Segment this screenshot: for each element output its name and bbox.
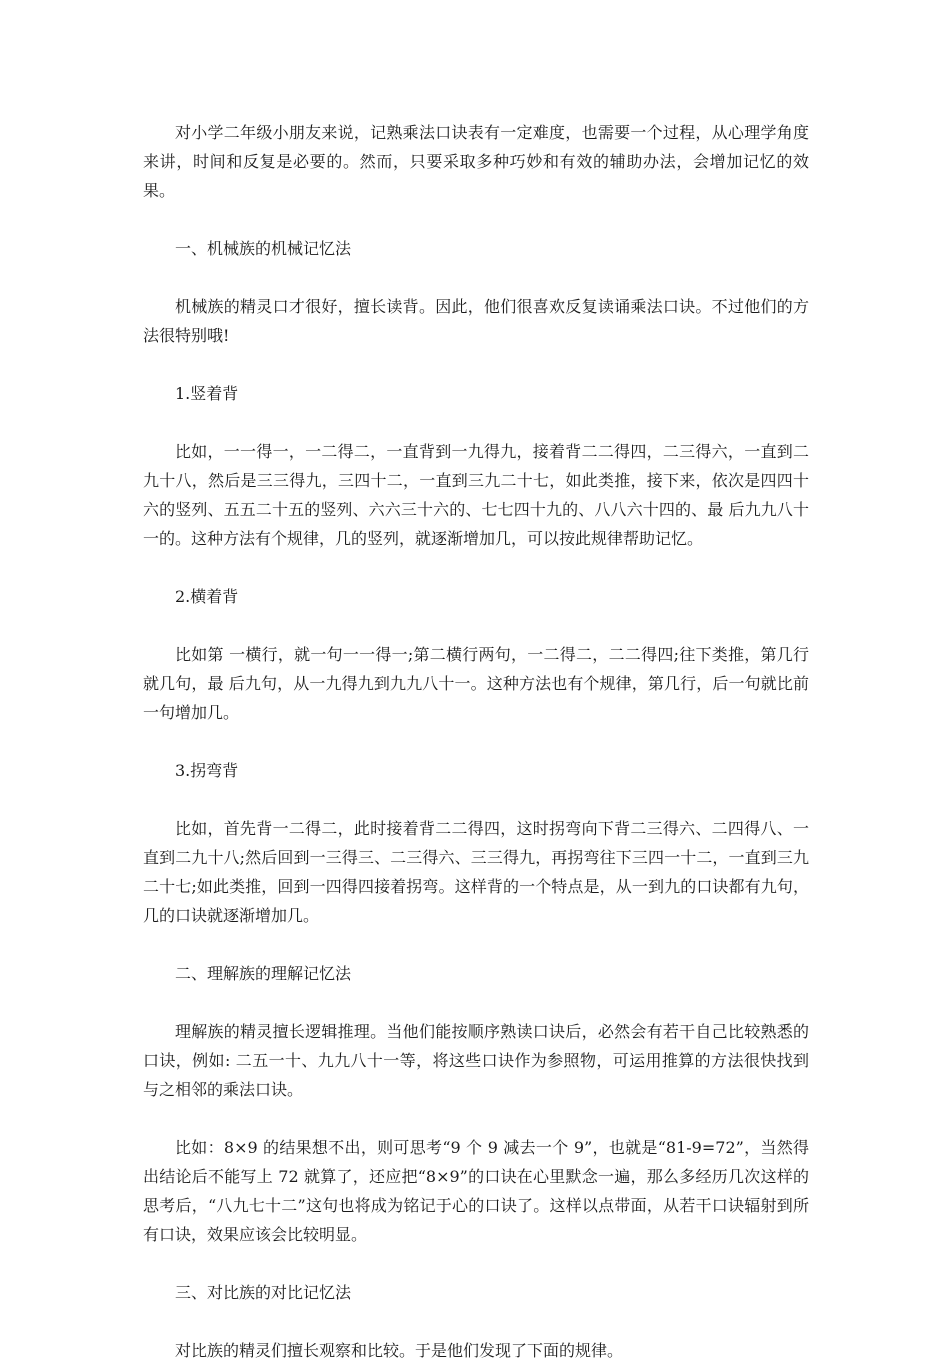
method-heading-turning: 3.拐弯背: [175, 761, 239, 780]
section-heading-understanding: 二、理解族的理解记忆法: [175, 964, 352, 983]
method-turning-text: 比如，首先背一二得二，此时接着背二二得四，这时拐弯向下背二三得六、二四得八、一直到二九十八;然后回到一三得三、二三得六、三三得九，再拐弯往下三四一十二，一直到三九二十七;如此类推，回到一四得四接着拐弯。这样背的一个特点是，从一到九的口诀都有九句，几的口诀就逐渐增加几。: [143, 819, 809, 925]
section-comparison-para1: 对比族的精灵们擅长观察和比较。于是他们发现了下面的规律。: [175, 1341, 624, 1360]
method-horizontal-text: 比如第 一横行，就一句一一得一;第二横行两句，一二得二，二二得四;往下类推，第几行就几句，最 后九句，从一九得九到九九八十一。这种方法也有个规律，第几行，后一句就比前一句增加几。: [143, 645, 809, 722]
method-heading-vertical: 1.竖着背: [175, 384, 239, 403]
section-understanding-para2: 比如：8×9 的结果想不出，则可思考“9 个 9 减去一个 9”，也就是“81-9=72”，当然得出结论后不能写上 72 就算了，还应把“8×9”的口诀在心里默念一遍，那么多经历几次这样的思考后，“八九七十二”这句也将成为铭记于心的口诀了。这样以点带面，从若干口诀辐射到所有口诀，效果应该会比较明显。: [143, 1138, 809, 1244]
section-heading-mechanical: 一、机械族的机械记忆法: [175, 239, 352, 258]
section-understanding-para1: 理解族的精灵擅长逻辑推理。当他们能按顺序熟读口诀后，必然会有若干自己比较熟悉的口诀，例如: 二五一十、九九八十一等，将这些口诀作为参照物，可运用推算的方法很快找到与之相邻的乘法口诀。: [143, 1022, 809, 1099]
document-page: [143, 118, 809, 1365]
section-mechanical-intro: 机械族的精灵口才很好，擅长读背。因此，他们很喜欢反复读诵乘法口诀。不过他们的方法很特别哦!: [143, 297, 809, 345]
method-heading-horizontal: 2.横着背: [175, 587, 239, 606]
method-vertical-text: 比如，一一得一，一二得二，一直背到一九得九，接着背二二得四，二三得六，一直到二九十八，然后是三三得九，三四十二，一直到三九二十七，如此类推，接下来，依次是四四十六的竖列、五五二十五的竖列、六六三十六的、七七四十九的、八八六十四的、最 后九九八十一的。这种方法有个规律，几的竖列，就逐渐增加几，可以按此规律帮助记忆。: [143, 442, 809, 548]
intro-paragraph: 对小学二年级小朋友来说，记熟乘法口诀表有一定难度，也需要一个过程，从心理学角度来讲，时间和反复是必要的。然而，只要采取多种巧妙和有效的辅助办法，会增加记忆的效果。: [143, 123, 809, 200]
section-heading-comparison: 三、对比族的对比记忆法: [175, 1283, 352, 1302]
